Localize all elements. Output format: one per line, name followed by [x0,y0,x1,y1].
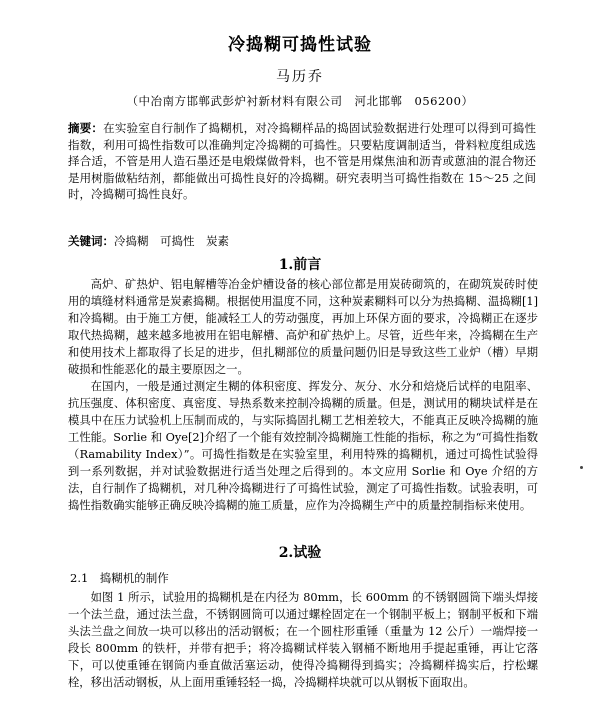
section-1-heading: 1.前言 [278,257,322,273]
author-name: 马历乔 [276,69,324,85]
keywords-text: 冷捣糊 可捣性 炭素 [114,234,229,248]
keywords [68,233,536,249]
paper-title: 冷捣糊可捣性试验 [228,35,372,55]
affiliation: （中冶南方邯郸武彭炉衬新材料有限公司 河北邯郸 056200） [126,94,474,108]
section-2-paragraph-1: 如图 1 所示，试验用的捣糊机是在内径为 80mm，长 600mm 的不锈钢圆筒下端头焊接一个法兰盘，通过法兰盘，不锈钢圆筒可以通过螺栓固定在一个钢制平板上；钢制平板和下端头法兰盘之间放一块可以移出的活动钢板；在一个圆柱形重锤（重量为 12 公斤）一端焊接一段长 800mm 的铁杆，并带有把手；将冷捣糊试样装入钢桶不断地用手提起重锤，再让它落下，可以使重锤在钢筒内垂直做活塞运动，使得冷捣糊得到捣实；冷捣糊样捣实后，拧松螺栓，移出活动钢板，从上面用重锤轻轻一捣，冷捣糊样块就可以从钢板下面取出。 [68,591,538,689]
scan-speck [580,466,583,469]
section-2-heading: 2.试验 [278,545,322,561]
abstract-text: 在实验室自行制作了捣糊机，对冷捣糊样品的捣固试验数据进行处理可以得到可捣性指数，利用可捣性指数可以准确判定冷捣糊的可捣性。只要粘度调制适当，骨料粒度组成选择合适，不管是用人造石墨还是电煅煤做骨料，也不管是用煤焦油和沥青或蒽油的混合物还是用树脂做粘结剂，都能做出可捣性良好的冷捣糊。研究表明当可捣性指数在 15～25 之间时，冷捣糊可捣性良好。 [68,121,537,201]
section-1-paragraph-2: 在国内，一般是通过测定生糊的体积密度、挥发分、灰分、水分和焙烧后试样的电阻率、抗压强度、体积密度、真密度、导热系数来控制冷捣糊的质量。但是，测试用的糊块试样是在模具中在压力试验机上压制而成的，与实际捣固扎糊工艺相差较大，不能真正反映冷捣糊的施工性能。Sorlie 和 Oye[2]介绍了一个能有效控制冷捣糊施工性能的指标，称之为“可捣性指数（Ramability Index）”。可捣性指数是在实验室里，利用特殊的捣糊机，通过可捣性试验得到一系列数据，并对试验数据进行适当处理之后得到的。本文应用 Sorlie 和 Oye 介绍的方法，自行制作了捣糊机，对几种冷捣糊进行了可捣性试验，测定了可捣性指数。试验表明，可捣性指数确实能够正确反映冷捣糊的施工质量，应作为冷捣糊生产中的质量控制指标来使用。 [68,380,538,512]
keywords-label: 关键词： [68,234,114,248]
abstract [68,120,536,203]
abstract-label: 摘要： [68,121,104,135]
section-1-paragraph-1: 高炉、矿热炉、铝电解槽等冶金炉槽设备的核心部位都是用炭砖砌筑的，在砌筑炭砖时使用的填缝材料通常是炭素捣糊。根据使用温度不同，这种炭素糊料可以分为热捣糊、温捣糊[1]和冷捣糊。由于施工方便，能减轻工人的劳动强度，再加上环保方面的要求，冷捣糊正在逐步取代热捣糊，越来越多地被用在铝电解槽、高炉和矿热炉上。尽管，近些年来，冷捣糊在生产和使用技术上都取得了长足的进步，但扎糊部位的质量问题仍旧是导致这些工业炉（槽）早期破损和性能恶化的最主要原因之一。 [68,278,538,376]
subsection-2-1-heading: 2.1 捣糊机的制作 [70,571,169,585]
